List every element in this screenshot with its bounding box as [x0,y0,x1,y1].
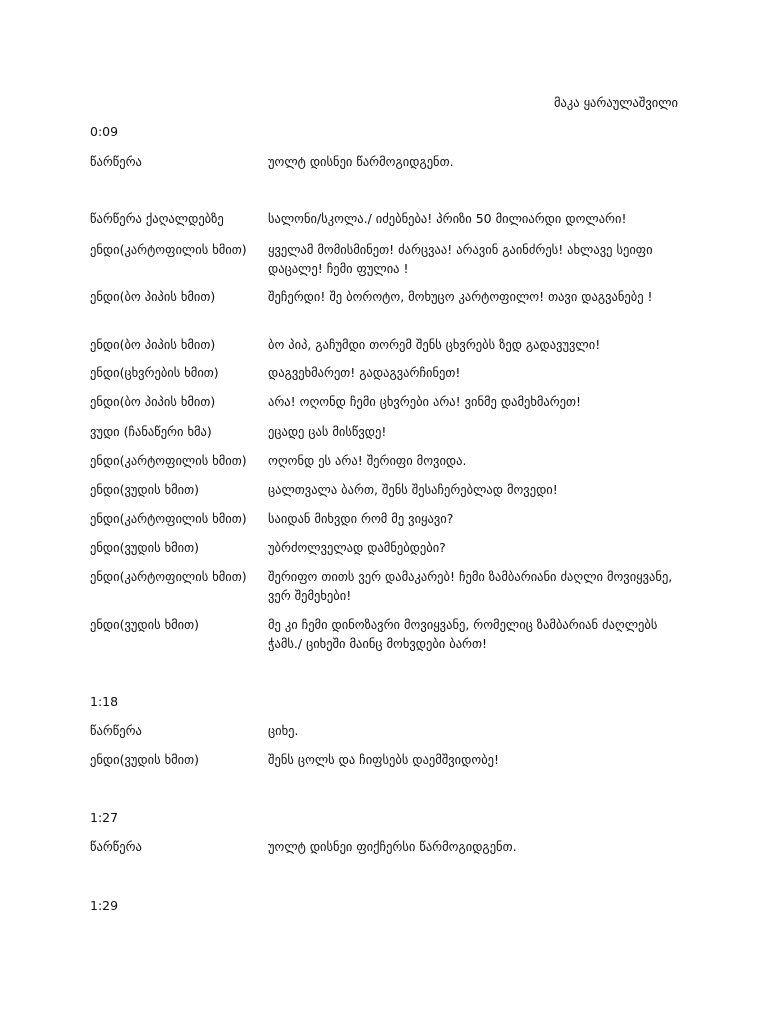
speaker-label: ვუდი (ჩანაწერი ხმა) [90,424,212,439]
transcript-row [90,422,690,441]
speaker-label: ენდი(კარტოფილის ხმით) [90,569,247,584]
speaker-label: წარწერა [90,154,142,169]
speaker-label: ენდი(კარტოფილის ხმით) [90,242,247,257]
transcript-row [90,152,690,171]
line-text: სალონი/სკოლა./ იძებნება! პრიზი 50 მილიარდი დოლარი! [268,211,627,226]
speaker-label: ენდი(ბო პიპის ხმით) [90,289,216,304]
speaker-label: ენდი(ვუდის ხმით) [90,752,200,767]
line-text: უოლტ დისნეი ფიქჩერსი წარმოგიდგენთ. [268,839,517,854]
transcript-row [90,509,690,528]
line-text: არა! ოღონდ ჩემი ცხვრები არა! ვინმე დამეხმარეთ! [268,394,582,409]
timestamp: 1:18 [90,694,119,709]
speaker-label: ენდი(ვუდის ხმით) [90,540,200,555]
transcript-row [90,837,690,856]
speaker-label: წარწერა [90,723,142,738]
document-author: მაკა ყარაულაშვილი [554,95,678,110]
timestamp: 1:29 [90,898,119,913]
line-text: ოღონდ ეს არა! შერიფი მოვიდა. [268,453,467,468]
line-text: ყველამ მომისმინეთ! ძარცვაა! არავინ გაინძრეს! ახლავე სეიფი დაცალე! ჩემი ფულია ! [268,242,653,276]
speaker-label: ენდი(ვუდის ხმით) [90,482,200,497]
transcript-row [90,567,690,605]
line-text: შერიფო თითს ვერ დამაკარებ! ჩემი ზამბარიანი ძაღლი მოვიყვანე, ვერ შემეხები! [268,569,673,603]
line-text: ბო პიპ, გაჩუმდი თორემ შენს ცხვრებს ზედ გადავუვლი! [268,337,601,352]
transcript-row [90,451,690,470]
transcript-row [90,392,690,411]
speaker-label: ენდი(ბო პიპის ხმით) [90,394,216,409]
line-text: მე კი ჩემი დინოზავრი მოვიყვანე, რომელიც ზამბარიან ძაღლებს ჭამს./ ციხეში მაინც მოხვდები ბართ! [268,617,658,651]
line-text: უოლტ დისნეი წარმოგიდგენთ. [268,154,454,169]
line-text: უბრძოლველად დამნებდები? [268,540,446,555]
transcript-row [90,240,690,278]
line-text: ციხე. [268,723,299,738]
speaker-label: ენდი(კარტოფილის ხმით) [90,511,247,526]
transcript-row [90,538,690,557]
line-text: შეჩერდი! შე ბოროტო, მოხუცო კარტოფილო! თავი დაგვანებე ! [268,289,653,304]
speaker-label: წარწერა ქაღალდებზე [90,211,224,226]
speaker-label: ენდი(ცხვრების ხმით) [90,365,219,380]
line-text: შენს ცოლს და ჩიფსებს დაემშვიდობე! [268,752,500,767]
line-text: საიდან მიხვდი რომ მე ვიყავი? [268,511,454,526]
line-text: დაგვეხმარეთ! გადაგვარჩინეთ! [268,365,461,380]
speaker-label: ენდი(ბო პიპის ხმით) [90,337,216,352]
transcript-row [90,335,690,354]
speaker-label: ენდი(ვუდის ხმით) [90,617,200,632]
line-text: ცალთვალა ბართ, შენს შესაჩერებლად მოვედი! [268,482,558,497]
transcript-row [90,615,690,653]
transcript-row [90,750,690,769]
speaker-label: წარწერა [90,839,142,854]
timestamp: 1:27 [90,810,119,825]
transcript-row [90,363,690,382]
transcript-row [90,287,690,306]
transcript-row [90,721,690,740]
line-text: ეცადე ცას მისწვდე! [268,424,387,439]
transcript-row [90,209,690,228]
speaker-label: ენდი(კარტოფილის ხმით) [90,453,247,468]
transcript-row [90,480,690,499]
timestamp: 0:09 [90,124,119,139]
